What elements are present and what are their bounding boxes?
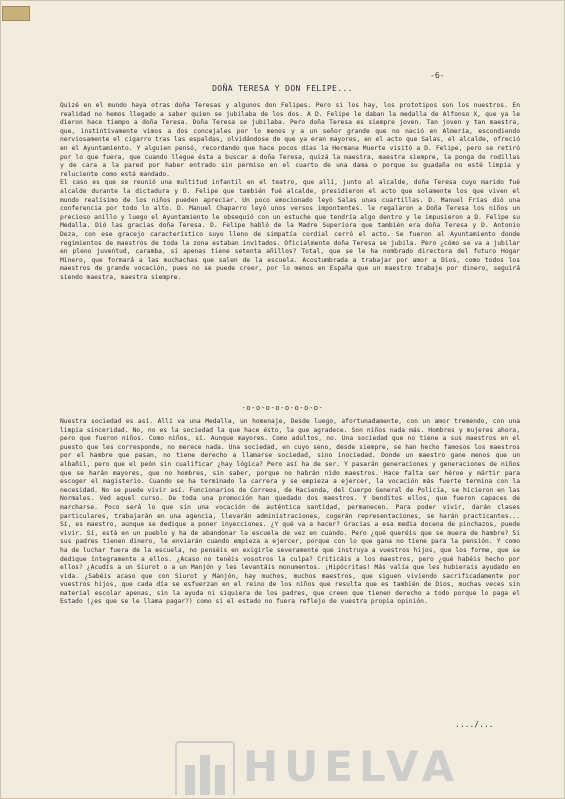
watermark-text: HUELVA: [243, 742, 461, 791]
page-number: -6-: [430, 71, 445, 80]
watermark-logo-icon: [175, 741, 235, 795]
archive-tab: [2, 6, 30, 21]
continuation-mark: ..../...: [455, 720, 494, 729]
section-separator: -o-o-o-o-o-o-o-o-: [241, 404, 324, 412]
article-body-part-2: [60, 418, 520, 607]
paragraph-1: Quizé en el mundo haya otras doña Teresas y algunos don Felipes. Pero si los hay, los prototipos son los nuestros. En realidad no hemos llegado a saber quien se jubilaba de los dos. A D. Felipe le daban la medalla de Alfonso X, que ya le dieron hace tiempo a doña Teresa. Doña Teresa se jubilaba. Pero doña Teresa es siempre joven. Tan joven y tan maestra, que, instintivamente vimos a dos concejales por lo menos y a un señor grande que no nació en Almería, escondiendo nerviosamente el cigarro tras las espaldas, olvidándose de que ya eran mayores, en el acto que Salas, el alcalde, ofreció en el Ayuntamiento. Y alguien pensó, recordando que hace pocos días la Hermana Muerte visitó a D. Felipe, pero se retiró por lo que fuera, que cuando llegue ésta a buscar a doña Teresa, quizá la maestra, maestra siempre, la ponga de rodillas y de cara a la pared por haber entrado sin permiso en el cuarto de una dama o porque su guadaña no esté limpia y reluciente como está mandado.: [60, 102, 520, 178]
archive-watermark: [175, 735, 515, 793]
article-body-part-1: [60, 102, 520, 282]
article-title: DOÑA TERESA Y DON FELIPE...: [212, 84, 353, 93]
paragraph-3: Nuestra sociedad es así. Allí va una Medalla, un homenaje, Desde luego, afortunadamente, con un amor tremendo, con una limpia sinceridad. No, no es la sociedad la que hace ésto, la que agradece. Son niños nada más. Hombres y mujeres ahora, pero que fueron niños. Como niños, sí. Aunque mayores. Como adultos, no. Una sociedad que no tiene a sus maestros en el puesto que les corresponde, no merece nada. Una sociedad, en cuyo seno, desde siempre, se han hecho famosos los maestros por el hambre que pasan, no tiene derecho a llamarse sociedad, sino inociedad. Donde un maestro gane menos que un albañil, pero que el peón sin cualificar ¿hay lógica? Pero así ha de ser. Y pasarán generaciones y generaciones de niños que se harán mayores, que no hombres, sin saber, porque no habrán nido maestros. Hace falta ser héroe y mártir para escoger el magisterio. Cuando se ha terminado la carrera y se empieza a ejercer, la vocación más fuerte termina con la necesidad. No se puede vivir así. Funcionarios de Correos, de Hacienda, del Cuerpo General de Policía, se hicieron en las Normales. Ved aquel curso. De toda una promoción han quedado dos maestros. Y benditos ellos, que fueron capaces de marcharse. Poco será lo que sin una vocación de auténtica santidad, permanecen. Para poder vivir, darán clases particulares, trabajarán en una agencia, llevarán administraciones, cogerán representaciones, se harán practicantes... Sí, es maestro, aunque se dedique a poner inyecciones. ¿Y qué va a hacer? Gracias a esa media docena de pinchazos, puede vivir. Sí, está en un pueblo y ha de abandonar la escuela de vez en cuando. Pero ¿qué queréis que se muera de hambre? Si sus padres tienen dinero, le enviarán cuando empieza a ejercer, porque con lo que gana no tiene para la pensión. Y como ha de luchar fuera de la escuela, no penséis en exigirle severamente que instruya a vuestros hijos, que los forme, que se dedique íntegramente a ellos. ¿Acaso no tenéis vosotros la culpa? Criticáis a los maestros, pero ¿qué habéis hecho por ellos? ¿Acudís a un Siurot o a un Manjón y les levantáis monumentos. ¡Hipócritas! Más valía que les hubierais ayudado en vida. ¿Sabéis acaso que con Siurot y Manjón, hay muchos, muchos maestros, que siguen viviendo sacrificadamente por vuestros hijos, que cada día se esfuerzan en el reino de los niños que resulta que es también de Dios, muchas veces sin material escolar apenas, sin la ayuda ni siquiera de los padres, que creen que tienen derecho a todo porque lo paga el Estado (¿es que se le llama pagar?) como si el estado no fuera reflejo de vuestra propia opinión.: [60, 418, 520, 606]
paragraph-2: El caso es que se reunió una multitud infantil en el teatro, que allí, junto al alcalde, doña Teresa cuyo marido fué alcalde durante la dictadura y D. Felipe que también fué alcalde, presidieron el acto que solamente los que viven el mundo realísimo de los niños pueden apreciar. Un poco emocionado leyó Salas unas cuartillas. D. Manuel Frías dió una conferencia por todo lo alto. D. Manuel Chaparro leyó unos versos impontentes. le regalaron a Doña Teresa los niños un precioso anillo y luego el Ayuntamiento le obsequió con un estuche que tendría algo dentro y le impusieron a D. Felipe su Medalla. Dió las gracias doña Teresa. D. Felipe habló de la Madre Superiora que también era doña Teresa y D. Antonio Deza, con ese gracejo característico suyo lleno de simpatía cordial cerró el acto. Se fueron al Ayuntamiento donde regimientos de maestros de toda la zona estaban invitados. Oficialmente doña Teresa se jubila. Pero ¿cómo se va a jubilar en pleno juventud, caramba, si apenas tiene setenta añillos? Total, que se le ha nombrado directora del futuro Hogar Minero, que formará a las muchachas que salen de la escuela. Acostumbrada a trabajar por amor a Dios, como todos los maestros de grande vocación, pues no se puede creer, por lo menos en España que un maestro trabaje por dinero, seguirá siendo maestra, maestra siempre.: [60, 179, 520, 281]
